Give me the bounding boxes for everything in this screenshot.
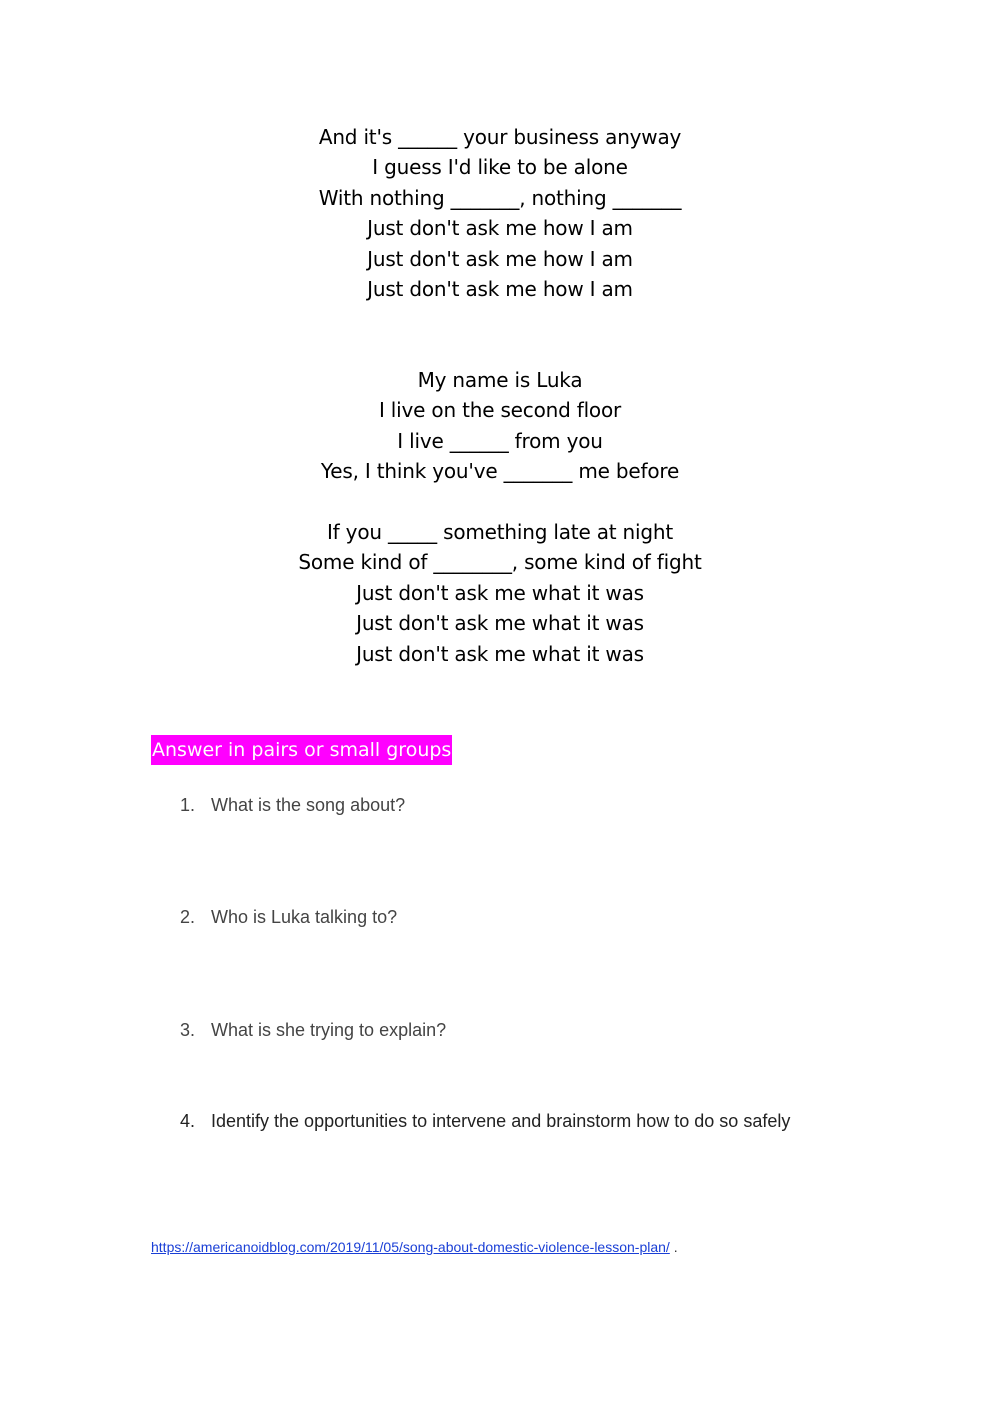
lyric-line: Just don't ask me what it was	[356, 580, 644, 605]
question-item	[180, 1110, 848, 1133]
question-text: What is she trying to explain?	[211, 1020, 447, 1040]
question-item	[180, 794, 848, 817]
lyric-line: Yes, I think you've _______ me before	[320, 459, 680, 484]
lyric-line: Just don't ask me what it was	[356, 641, 644, 666]
lyric-line: If you _____ something late at night	[326, 520, 674, 544]
lyric-line: Just don't ask me how I am	[367, 216, 633, 241]
source-link[interactable]: https://americanoidblog.com/2019/11/05/song-about-domestic-violence-lesson-plan/	[151, 1239, 670, 1255]
source-trailing-text: .	[669, 1239, 678, 1255]
lyric-line: My name is Luka	[417, 368, 583, 392]
lyric-line: Just don't ask me how I am	[367, 277, 633, 302]
question-text: Identify the opportunities to intervene and brainstorm how to do so safely	[211, 1111, 791, 1131]
question-item	[180, 1019, 848, 1042]
source-reference	[151, 1238, 678, 1256]
question-number: 4.	[180, 1111, 196, 1131]
lyric-line: Just don't ask me what it was	[356, 611, 644, 636]
lyric-line: And it's ______ your business anyway	[318, 125, 682, 149]
question-number: 1.	[180, 795, 196, 815]
lyric-line: Some kind of ________, some kind of fight	[298, 550, 702, 575]
lyrics-stanza-3	[0, 517, 1000, 669]
lyric-line: I live on the second floor	[378, 398, 622, 423]
question-number: 2.	[180, 907, 196, 927]
lyrics-stanza-1	[0, 122, 1000, 304]
section-heading: Answer in pairs or small groups	[151, 735, 452, 765]
lyric-line: With nothing _______, nothing _______	[318, 185, 682, 210]
question-text: Who is Luka talking to?	[211, 907, 398, 927]
question-item	[180, 906, 848, 929]
question-text: What is the song about?	[211, 795, 406, 815]
lyrics-stanza-2	[0, 365, 1000, 487]
lyric-line: I live ______ from you	[397, 428, 603, 453]
lyric-line: Just don't ask me how I am	[367, 246, 633, 271]
lyric-line: I guess I'd like to be alone	[372, 155, 628, 180]
question-number: 3.	[180, 1020, 196, 1040]
